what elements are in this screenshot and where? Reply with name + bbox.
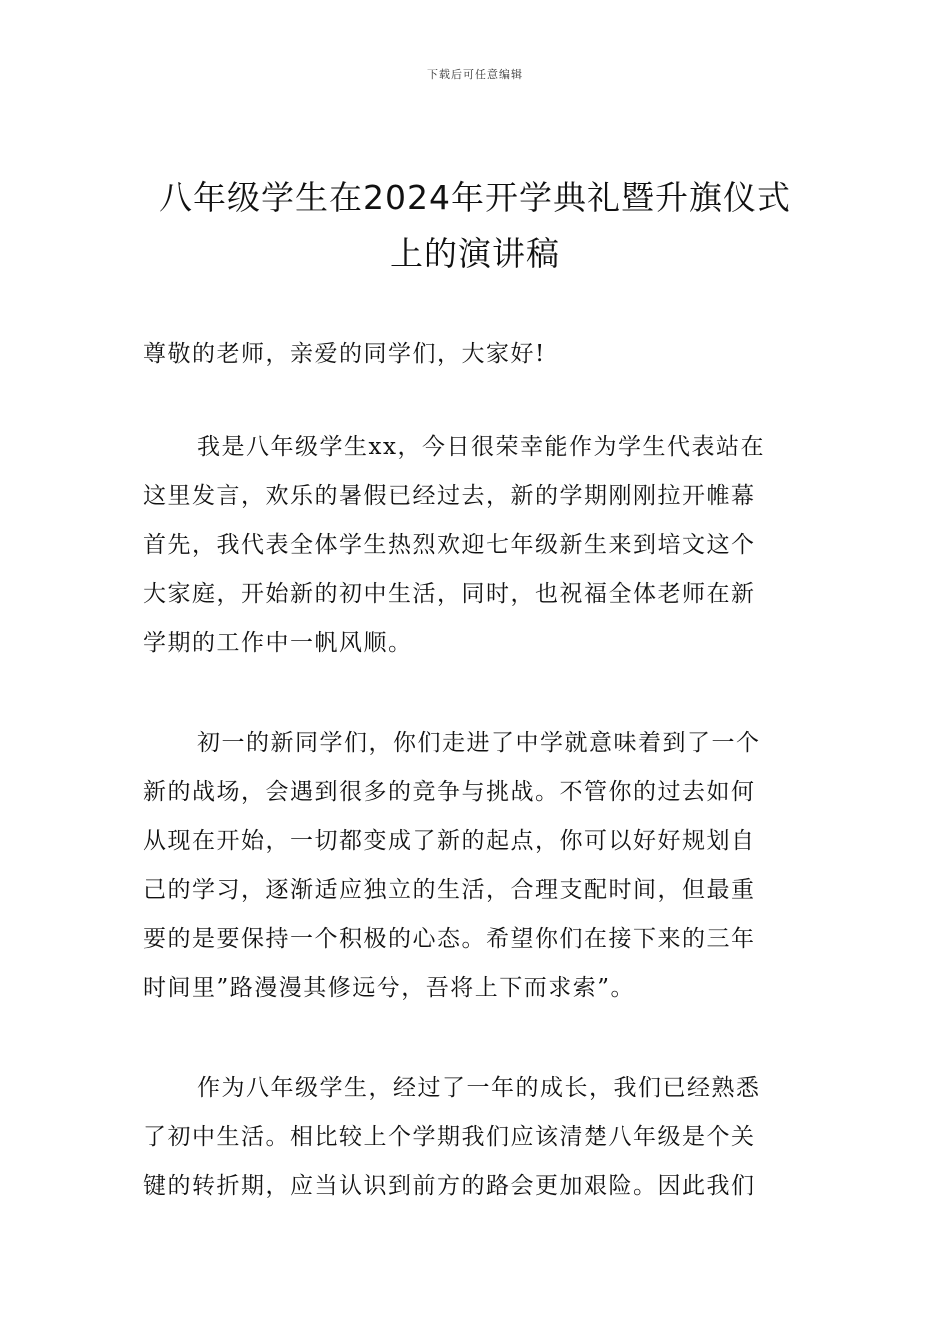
- paragraph-line: 初一的新同学们，你们走进了中学就意味着到了一个: [197, 730, 761, 756]
- title-line-1: 八年级学生在2024年开学典礼暨升旗仪式: [159, 178, 791, 217]
- paragraph-line: 大家庭，开始新的初中生活，同时，也祝福全体老师在新: [143, 581, 756, 607]
- paragraph-line: 键的转折期，应当认识到前方的路会更加艰险。因此我们: [143, 1173, 756, 1199]
- paragraph-line: 时间里”路漫漫其修远兮，吾将上下而求索”。: [143, 975, 636, 1001]
- paragraph-line: 首先，我代表全体学生热烈欢迎七年级新生来到培文这个: [143, 532, 756, 558]
- header-note: 下载后可任意编辑: [427, 68, 523, 81]
- paragraph-line: 己的学习，逐渐适应独立的生活，合理支配时间，但最重: [143, 877, 756, 903]
- paragraph-2: [143, 719, 809, 1013]
- salutation: [143, 330, 809, 379]
- paragraph-line: 要的是要保持一个积极的心态。希望你们在接下来的三年: [143, 926, 756, 952]
- paragraph-line: 了初中生活。相比较上个学期我们应该清楚八年级是个关: [143, 1124, 756, 1150]
- paragraph-3: [143, 1064, 809, 1211]
- paragraph-1: [143, 423, 809, 668]
- paragraph-line: 从现在开始，一切都变成了新的起点，你可以好好规划自: [143, 828, 756, 854]
- paragraph-line: 我是八年级学生xx，今日很荣幸能作为学生代表站在: [197, 434, 765, 460]
- paragraph-line: 作为八年级学生，经过了一年的成长，我们已经熟悉: [197, 1075, 761, 1101]
- title-line-2: 上的演讲稿: [390, 234, 560, 273]
- document-title: [120, 170, 830, 282]
- paragraph-line: 学期的工作中一帆风顺。: [143, 630, 413, 656]
- salutation-text: 尊敬的老师，亲爱的同学们，大家好!: [143, 341, 546, 367]
- paragraph-line: 这里发言，欢乐的暑假已经过去，新的学期刚刚拉开帷幕: [143, 483, 756, 509]
- paragraph-line: 新的战场，会遇到很多的竞争与挑战。不管你的过去如何: [143, 779, 756, 805]
